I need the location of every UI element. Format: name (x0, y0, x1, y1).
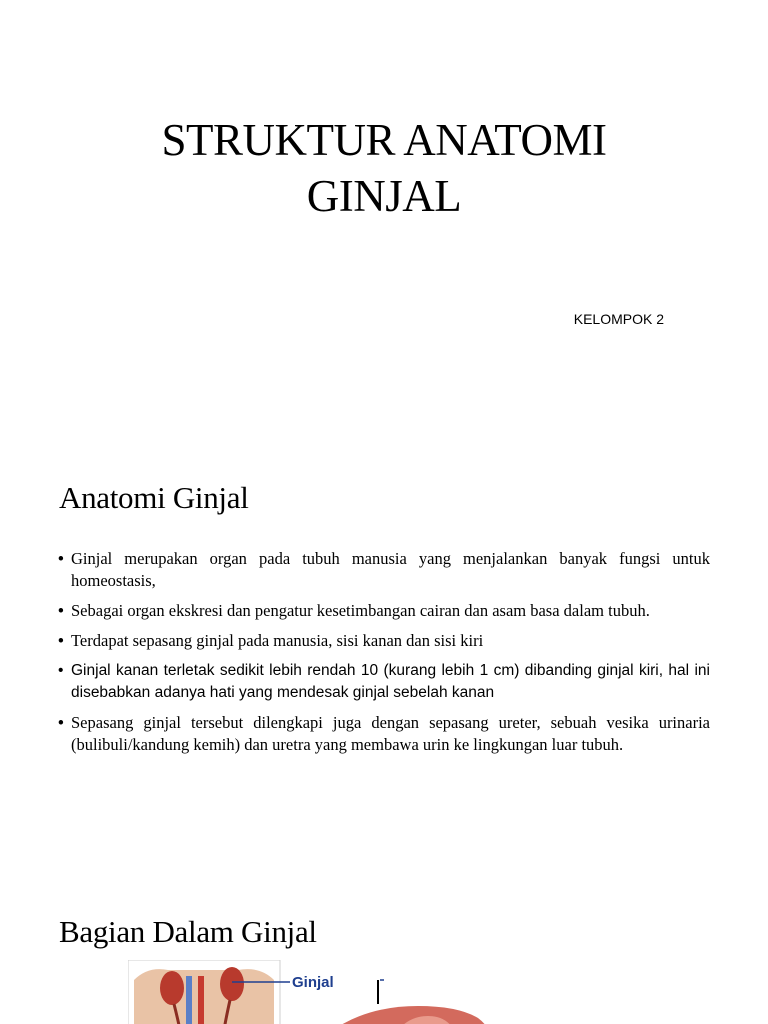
bullet-text: Sepasang ginjal tersebut dilengkapi juga dengan sepasang ureter, sebuah vesika urinaria (bulibuli/kandung kemih) dan uretra yang membawa urin ke lingkungan luar tubuh. (71, 713, 710, 754)
bullet-dot-icon: • (58, 714, 64, 732)
anatomi-bullet-list (58, 548, 710, 764)
bullet-text: Terdapat sepasang ginjal pada manusia, sisi kanan dan sisi kiri (71, 631, 484, 650)
bullet-dot-icon: • (58, 662, 64, 679)
group-subtitle: KELOMPOK 2 (573, 311, 664, 327)
kidney-anatomy-figure (128, 960, 688, 1024)
bullet-item (58, 630, 710, 652)
title-line-1: STRUKTUR ANATOMI (161, 115, 607, 165)
title-line-2: GINJAL (306, 171, 462, 221)
title-slide (0, 0, 768, 440)
bullet-dot-icon: • (58, 602, 64, 620)
kidney-illustration (128, 960, 688, 1024)
bullet-dot-icon: • (58, 550, 64, 568)
bullet-text: Ginjal kanan terletak sedikit lebih rendah 10 (kurang lebih 1 cm) dibanding ginjal kiri, hal ini disebabkan adanya hati yang mendesak ginjal sebelah kanan (71, 662, 710, 701)
vena-cava-icon (186, 976, 192, 1024)
aorta-icon (198, 976, 204, 1024)
bullet-item (58, 712, 710, 756)
left-kidney-icon (160, 971, 184, 1005)
bullet-item (58, 548, 710, 592)
bullet-item (58, 660, 710, 704)
anatomi-slide (0, 440, 768, 860)
bagian-dalam-heading: Bagian Dalam Ginjal (59, 914, 317, 949)
right-kidney-icon (220, 967, 244, 1001)
bagian-dalam-slide (0, 860, 768, 1024)
anatomi-heading: Anatomi Ginjal (59, 480, 249, 515)
ginjal-label: Ginjal (292, 974, 334, 991)
bullet-item (58, 600, 710, 622)
bullet-dot-icon: • (58, 632, 64, 650)
presentation-title (84, 112, 684, 224)
bullet-text: Sebagai organ ekskresi dan pengatur kesetimbangan cairan dan asam basa dalam tubuh. (71, 601, 650, 620)
bullet-text: Ginjal merupakan organ pada tubuh manusia yang menjalankan banyak fungsi untuk homeostasis, (71, 549, 710, 590)
